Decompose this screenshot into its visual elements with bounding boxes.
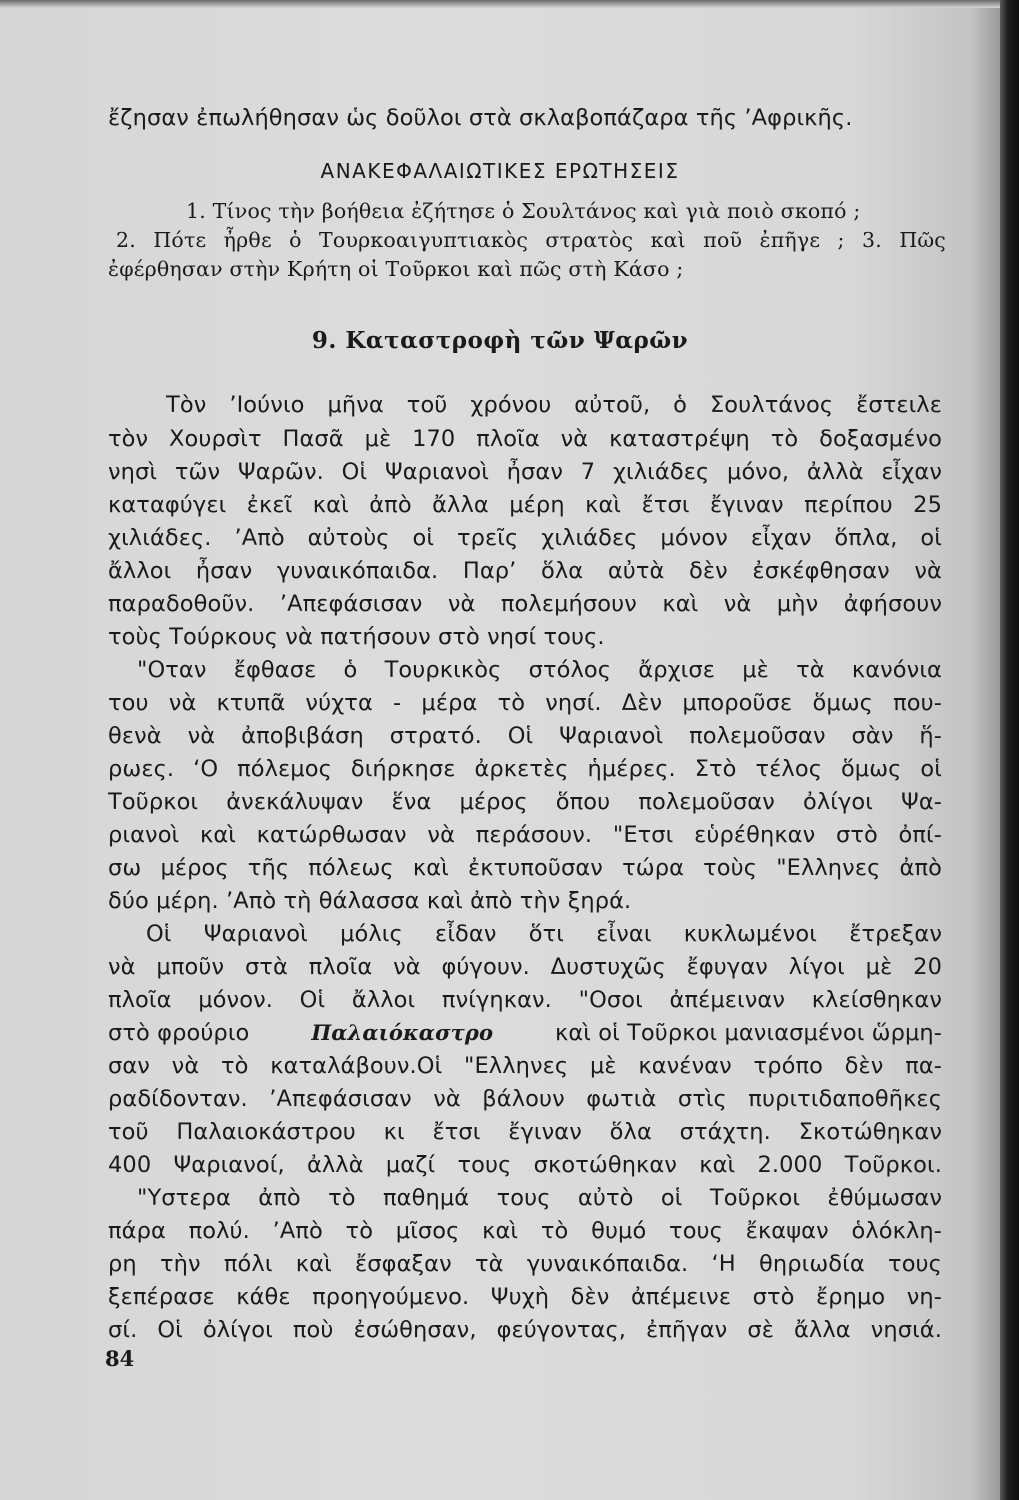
text-line-8: τοὺς Τούρκους νὰ πατήσουν στὸ νησί τους. (108, 624, 605, 650)
text-line-16: δύο μέρη. ’Απὸ τὴ θάλασσα καὶ ἀπὸ τὴν ξηρά. (108, 888, 632, 914)
page-top-edge-shadow (0, 0, 1000, 8)
text-line-6: ἄλλοι ἦσαν γυναικόπαιδα. Παρ’ ὅλα αὐτὰ δὲν ἐσκέφθησαν νὰ (108, 558, 942, 584)
questions-heading: ΑΝΑΚΕΦΑΛΑΙΩΤΙΚΕΣ ΕΡΩΤΗΣΕΙΣ (320, 159, 680, 183)
text-line-17: Οἱ Ψαριανοὶ μόλις εἶδαν ὅτι εἶναι κυκλωμένοι ἔτρεξαν (146, 921, 942, 947)
text-line-15: σω μέρος τῆς πόλεως καὶ ἐκτυποῦσαν τώρα τοὺς "Ελληνες ἀπὸ (108, 855, 942, 881)
text-line-18: νὰ μποῦν στὰ πλοῖα νὰ φύγουν. Δυστυχῶς ἔφυγαν λίγοι μὲ 20 (108, 954, 942, 980)
intro-line: ἔζησαν ἐπωλήθησαν ὡς δοῦλοι στὰ σκλαβοπάζαρα τῆς ’Αφρικῆς. (108, 105, 853, 131)
text-line-14: ριανοὶ καὶ κατώρθωσαν νὰ περάσουν. "Ετσι εὑρέθηκαν στὸ ὀπί- (108, 822, 942, 848)
text-line-19: πλοῖα μόνον. Οἱ ἄλλοι πνίγηκαν. "Οσοι ἀπέμειναν κλείσθηκαν (108, 987, 942, 1013)
question-line-2: 2. Πότε ἦρθε ὁ Τουρκοαιγυπτιακὸς στρατὸς καὶ ποῦ ἐπῆγε ; 3. Πῶς (116, 228, 946, 252)
page-number: 84 (105, 1346, 135, 1371)
text-line-13: Τοῦρκοι ἀνεκάλυψαν ἕνα μέρος ὅπου πολεμοῦσαν ὀλίγοι Ψα- (108, 789, 942, 815)
text-line-26: πάρα πολύ. ’Απὸ τὸ μῖσος καὶ τὸ θυμό τους ἔκαψαν ὁλόκλη- (108, 1218, 942, 1244)
text-line-28: ξεπέρασε κάθε προηγούμενο. Ψυχὴ δὲν ἀπέμεινε στὸ ἔρημο νη- (108, 1284, 942, 1310)
text-line-27: ρη τὴν πόλι καὶ ἔσφαξαν τὰ γυναικόπαιδα. ‘Η θηριωδία τους (108, 1251, 942, 1277)
text-line-21: σαν νὰ τὸ καταλάβουν.Οἱ "Ελληνες μὲ κανέναν τρόπο δὲν πα- (108, 1053, 942, 1079)
text-line-2: τὸν Χουρσὶτ Πασᾶ μὲ 170 πλοῖα νὰ καταστρέψη τὸ δοξασμένο (108, 426, 942, 452)
text-line-11: θενὰ νὰ ἀποβιβάση στρατό. Οἱ Ψαριανοὶ πολεμοῦσαν σὰν ἥ- (108, 723, 942, 749)
book-spine-shadow (1000, 0, 1019, 1500)
text-line-20-end: καὶ οἱ Τοῦρκοι μανιασμένοι ὥρμη- (554, 1020, 942, 1046)
text-line-10: του νὰ κτυπᾶ νύχτα - μέρα τὸ νησί. Δὲν μποροῦσε ὅμως που- (108, 690, 942, 716)
question-line-3: ἐφέρθησαν στὴν Κρήτη οἱ Τοῦρκοι καὶ πῶς στὴ Κάσο ; (108, 257, 684, 281)
text-line-24: 400 Ψαριανοί, ἀλλὰ μαζί τους σκοτώθηκαν καὶ 2.000 Τοῦρκοι. (108, 1152, 942, 1178)
text-line-29: σί. Οἱ ὀλίγοι ποὺ ἐσώθησαν, φεύγοντας, ἐπῆγαν σὲ ἄλλα νησιά. (108, 1317, 942, 1343)
text-line-12: ρωες. ‘Ο πόλεμος διήρκησε ἀρκετὲς ἡμέρες. Στὸ τέλος ὅμως οἱ (108, 756, 942, 782)
fortress-name-emphasis: Παλαιόκαστρο (311, 1020, 494, 1045)
question-line-1: 1. Τίνος τὴν βοήθεια ἐζήτησε ὁ Σουλτάνος καὶ γιὰ ποιὸ σκοπό ; (186, 199, 861, 223)
text-line-9: "Οταν ἔφθασε ὁ Τουρκικὸς στόλος ἄρχισε μὲ τὰ κανόνια (137, 657, 942, 683)
text-line-7: παραδοθοῦν. ’Απεφάσισαν νὰ πολεμήσουν καὶ νὰ μὴν ἀφήσουν (108, 591, 942, 617)
text-line-4: καταφύγει ἐκεῖ καὶ ἀπὸ ἄλλα μέρη καὶ ἔτσι ἔγιναν περίπου 25 (108, 492, 942, 518)
text-line-25: "Υστερα ἀπὸ τὸ παθημά τους αὐτὸ οἱ Τοῦρκοι ἐθύμωσαν (137, 1185, 942, 1211)
text-line-20 (108, 1018, 942, 1048)
text-line-1: Τὸν ’Ιούνιο μῆνα τοῦ χρόνου αὐτοῦ, ὁ Σουλτάνος ἔστειλε (166, 392, 942, 418)
text-line-22: ραδίδονταν. ’Απεφάσισαν νὰ βάλουν φωτιὰ στὶς πυριτιδαποθῆκες (108, 1086, 942, 1112)
text-line-5: χιλιάδες. ’Απὸ αὐτοὺς οἱ τρεῖς χιλιάδες μόνον εἶχαν ὅπλα, οἱ (108, 525, 942, 551)
section-title: 9. Καταστροφὴ τῶν Ψαρῶν (311, 327, 689, 354)
text-line-20-start: στὸ φρούριο (108, 1020, 250, 1046)
text-line-3: νησὶ τῶν Ψαρῶν. Οἱ Ψαριανοὶ ἦσαν 7 χιλιάδες μόνο, ἀλλὰ εἶχαν (108, 459, 942, 485)
text-line-23: τοῦ Παλαιοκάστρου κι ἔτσι ἔγιναν ὅλα στάχτη. Σκοτώθηκαν (108, 1119, 942, 1145)
